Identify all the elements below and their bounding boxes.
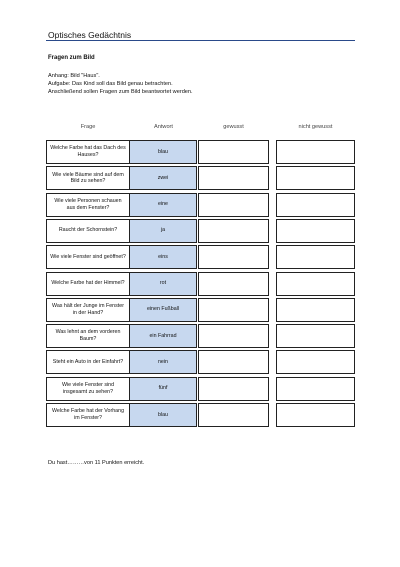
known-checkbox-cell[interactable] xyxy=(198,140,269,164)
intro-attachment: Anhang: Bild "Haus". xyxy=(48,73,100,79)
answer-cell: einen Fußball xyxy=(130,298,197,322)
question-cell: Welche Farbe hat der Himmel? xyxy=(46,272,130,296)
table-row xyxy=(46,377,355,401)
answer-cell: eins xyxy=(130,245,197,269)
question-cell: Wie viele Bäume sind auf dem Bild zu sehen? xyxy=(46,166,130,190)
known-checkbox-cell[interactable] xyxy=(198,324,269,348)
intro-task: Aufgabe: Das Kind soll das Bild genau betrachten. xyxy=(48,81,173,88)
table-row xyxy=(46,350,355,374)
answer-cell: zwei xyxy=(130,166,197,190)
question-cell: Welche Farbe hat der Vorhang im Fenster? xyxy=(46,403,130,427)
header-divider xyxy=(46,40,355,41)
answer-cell: rot xyxy=(130,272,197,296)
answer-cell: ein Fahrrad xyxy=(130,324,197,348)
intro-instruction: Anschließend sollen Fragen zum Bild beantwortet werden. xyxy=(48,89,193,96)
question-cell: Wie viele Fenster sind geöffnet? xyxy=(46,245,130,269)
known-checkbox-cell[interactable] xyxy=(198,298,269,322)
intro-text xyxy=(48,72,193,97)
table-row xyxy=(46,272,355,296)
known-checkbox-cell[interactable] xyxy=(198,272,269,296)
known-checkbox-cell[interactable] xyxy=(198,219,269,243)
answer-cell: eine xyxy=(130,193,197,217)
question-cell: Was lehnt an dem vorderen Baum? xyxy=(46,324,130,348)
unknown-checkbox-cell[interactable] xyxy=(276,219,355,243)
question-cell: Welche Farbe hat das Dach des Hauses? xyxy=(46,140,130,164)
unknown-checkbox-cell[interactable] xyxy=(276,245,355,269)
header-answer: Antwort xyxy=(154,124,173,130)
unknown-checkbox-cell[interactable] xyxy=(276,166,355,190)
table-row xyxy=(46,298,355,322)
score-line: Du hast………von 11 Punkten erreicht. xyxy=(48,460,145,466)
answer-cell: fünf xyxy=(130,377,197,401)
section-title: Fragen zum Bild xyxy=(48,55,95,61)
answer-cell: ja xyxy=(130,219,197,243)
unknown-checkbox-cell[interactable] xyxy=(276,140,355,164)
answer-cell: blau xyxy=(130,403,197,427)
unknown-checkbox-cell[interactable] xyxy=(276,350,355,374)
known-checkbox-cell[interactable] xyxy=(198,377,269,401)
table-row xyxy=(46,193,355,217)
question-cell: Wie viele Fenster sind insgesamt zu sehen? xyxy=(46,377,130,401)
known-checkbox-cell[interactable] xyxy=(198,166,269,190)
known-checkbox-cell[interactable] xyxy=(198,403,269,427)
unknown-checkbox-cell[interactable] xyxy=(276,193,355,217)
answer-cell: blau xyxy=(130,140,197,164)
unknown-checkbox-cell[interactable] xyxy=(276,403,355,427)
table-row xyxy=(46,245,355,269)
header-question: Frage xyxy=(80,124,96,130)
question-cell: Raucht der Schornstein? xyxy=(46,219,130,243)
header-unknown: nicht gewusst xyxy=(298,124,333,130)
known-checkbox-cell[interactable] xyxy=(198,350,269,374)
table-row xyxy=(46,403,355,427)
table-row xyxy=(46,140,355,164)
question-cell: Wie viele Personen schauen aus dem Fenster? xyxy=(46,193,130,217)
known-checkbox-cell[interactable] xyxy=(198,245,269,269)
question-cell: Steht ein Auto in der Einfahrt? xyxy=(46,350,130,374)
unknown-checkbox-cell[interactable] xyxy=(276,377,355,401)
table-row xyxy=(46,219,355,243)
page-title: Optisches Gedächtnis xyxy=(48,30,132,40)
answer-cell: nein xyxy=(130,350,197,374)
unknown-checkbox-cell[interactable] xyxy=(276,272,355,296)
table-row xyxy=(46,166,355,190)
table-row xyxy=(46,324,355,348)
unknown-checkbox-cell[interactable] xyxy=(276,298,355,322)
known-checkbox-cell[interactable] xyxy=(198,193,269,217)
question-cell: Was hält der Junge im Fenster in der Hand? xyxy=(46,298,130,322)
header-known: gewusst xyxy=(223,124,244,130)
unknown-checkbox-cell[interactable] xyxy=(276,324,355,348)
